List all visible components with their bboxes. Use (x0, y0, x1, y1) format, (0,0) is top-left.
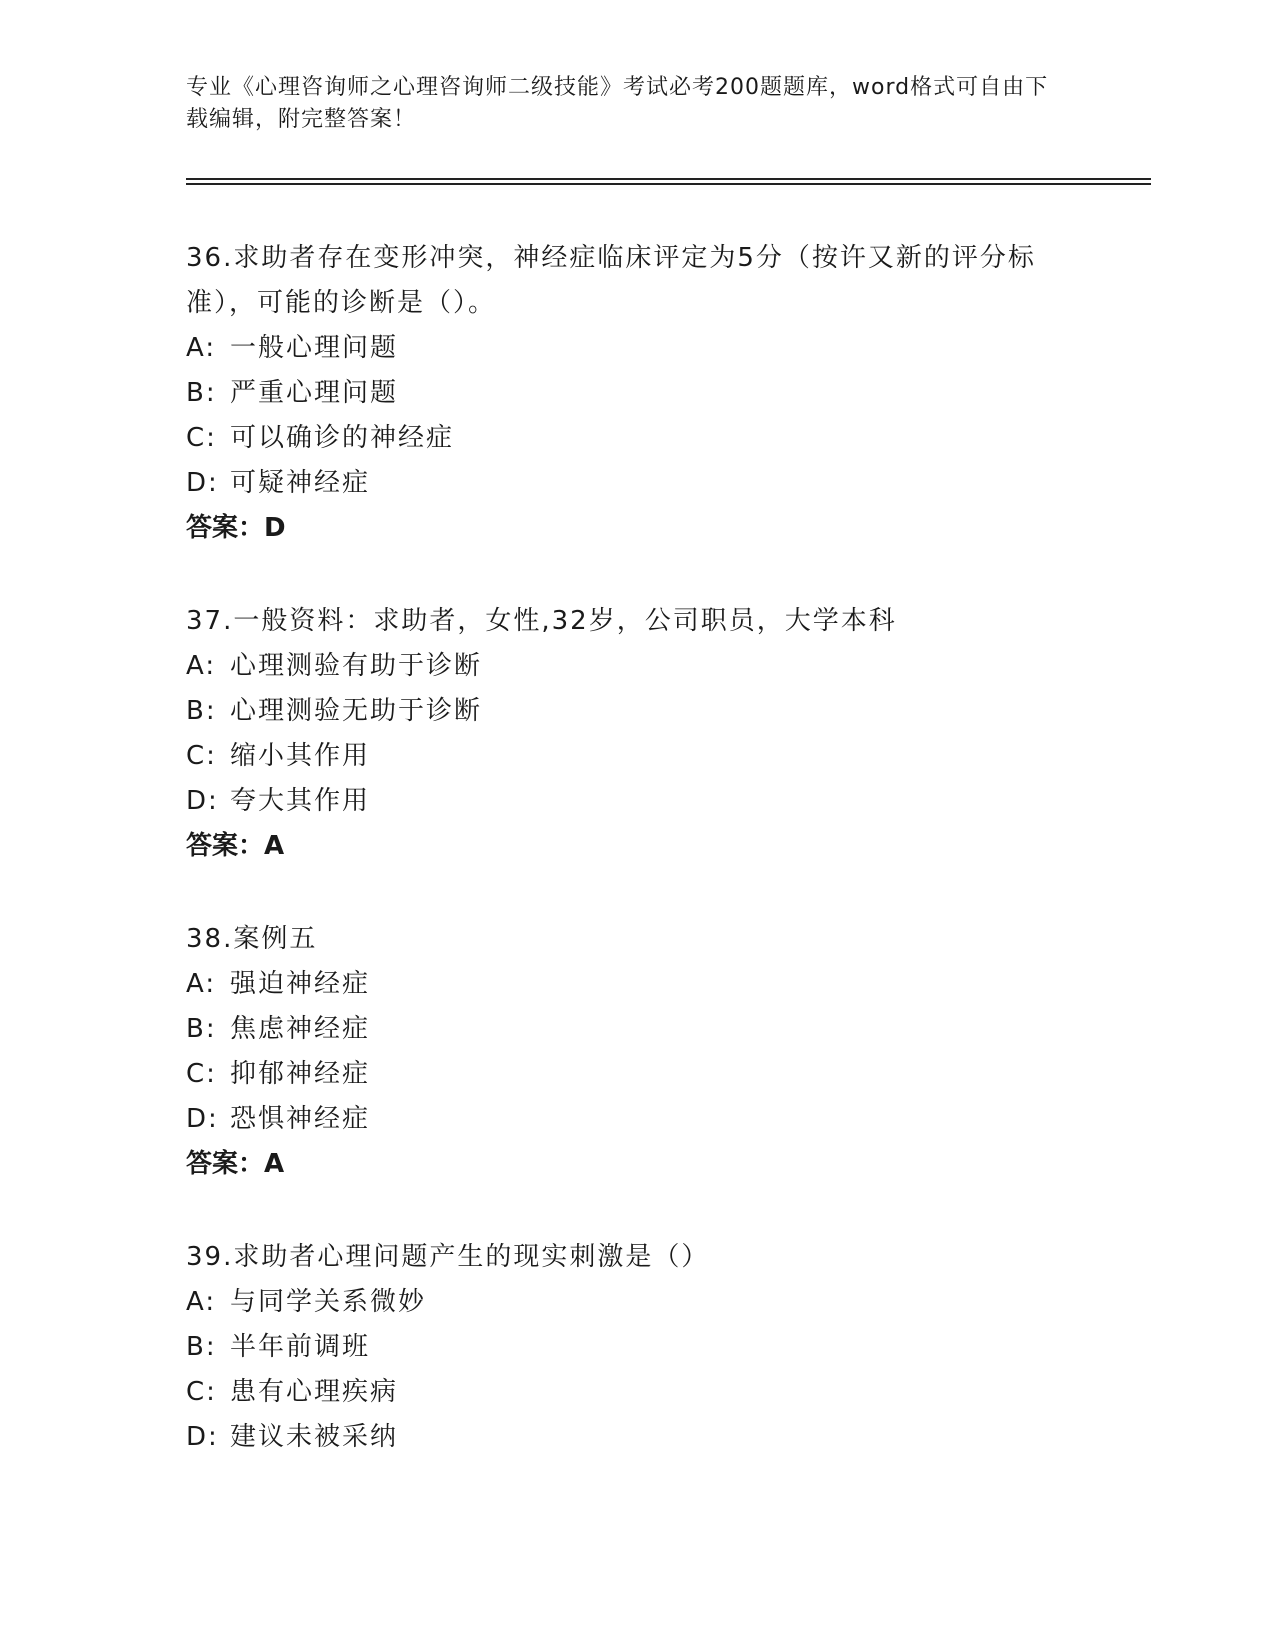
answer-line: 答案：A (186, 831, 285, 861)
option-text: 一般心理问题 (230, 333, 399, 363)
option-text: 建议未被采纳 (230, 1422, 399, 1452)
option-letter: D: (186, 786, 219, 816)
option-text: 患有心理疾病 (230, 1377, 399, 1407)
option-letter: A: (186, 1287, 217, 1317)
option-text: 可以确诊的神经症 (230, 423, 455, 453)
header-divider-bottom (186, 183, 1151, 185)
question-text: 一般资料：求助者，女性,32岁，公司职员，大学本科 (233, 606, 897, 636)
option-letter: C: (186, 1059, 217, 1089)
option-d (186, 1097, 1106, 1142)
question-number: 37. (186, 606, 234, 636)
option-letter: C: (186, 423, 217, 453)
question-text: 案例五 (233, 924, 318, 954)
option-b (186, 689, 1106, 734)
option-letter: D: (186, 1422, 219, 1452)
question-stem (186, 599, 1106, 644)
option-text: 缩小其作用 (230, 741, 371, 771)
question-39 (186, 1235, 1106, 1460)
option-c (186, 734, 1106, 779)
question-text: 求助者心理问题产生的现实刺激是（） (233, 1242, 710, 1272)
answer-line: 答案：D (186, 513, 286, 543)
option-letter: D: (186, 1104, 219, 1134)
option-letter: C: (186, 1377, 217, 1407)
answer-line: 答案：A (186, 1149, 285, 1179)
option-letter: B: (186, 1332, 217, 1362)
question-text: 求助者存在变形冲突，神经症临床评定为5分（按许又新的评分标准），可能的诊断是（）。 (186, 243, 1036, 318)
option-text: 心理测验有助于诊断 (230, 651, 483, 681)
option-letter: A: (186, 333, 217, 363)
option-text: 恐惧神经症 (230, 1104, 371, 1134)
option-letter: B: (186, 378, 217, 408)
header-divider-top (186, 178, 1151, 180)
option-letter: B: (186, 1014, 217, 1044)
question-number: 36. (186, 243, 234, 273)
option-c (186, 416, 1106, 461)
option-text: 严重心理问题 (230, 378, 399, 408)
option-text: 半年前调班 (230, 1332, 371, 1362)
option-b (186, 371, 1106, 416)
header-note: 专业《心理咨询师之心理咨询师二级技能》考试必考200题题库，word格式可自由下载编辑，附完整答案！ (186, 75, 1049, 132)
option-a (186, 326, 1106, 371)
question-number: 38. (186, 924, 234, 954)
option-letter: D: (186, 468, 219, 498)
option-c (186, 1370, 1106, 1415)
question-stem (186, 236, 1106, 326)
question-38 (186, 917, 1106, 1187)
option-letter: B: (186, 696, 217, 726)
question-list (186, 236, 1106, 1508)
option-letter: C: (186, 741, 217, 771)
question-37 (186, 599, 1106, 869)
question-36 (186, 236, 1106, 551)
question-stem (186, 917, 1106, 962)
option-text: 强迫神经症 (230, 969, 371, 999)
option-text: 抑郁神经症 (230, 1059, 371, 1089)
option-a (186, 1280, 1106, 1325)
option-letter: A: (186, 651, 217, 681)
option-text: 心理测验无助于诊断 (230, 696, 483, 726)
option-letter: A: (186, 969, 217, 999)
option-d (186, 1415, 1106, 1460)
option-text: 夸大其作用 (230, 786, 371, 816)
option-b (186, 1325, 1106, 1370)
question-stem (186, 1235, 1106, 1280)
option-a (186, 962, 1106, 1007)
option-c (186, 1052, 1106, 1097)
option-text: 与同学关系微妙 (230, 1287, 427, 1317)
question-number: 39. (186, 1242, 234, 1272)
option-d (186, 461, 1106, 506)
option-a (186, 644, 1106, 689)
option-text: 焦虑神经症 (230, 1014, 371, 1044)
option-b (186, 1007, 1106, 1052)
option-d (186, 779, 1106, 824)
option-text: 可疑神经症 (230, 468, 371, 498)
